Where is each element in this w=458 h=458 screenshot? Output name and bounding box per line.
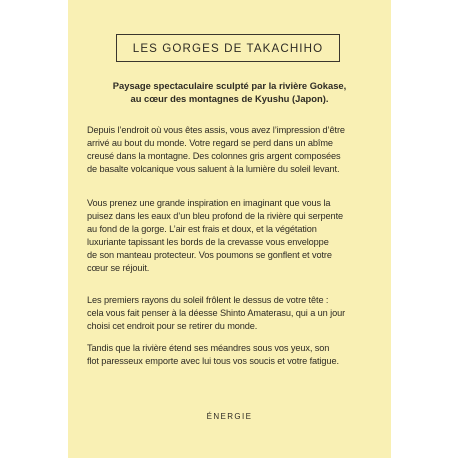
paragraph-line: de basalte volcanique vous saluent à la lumière du soleil levant. (87, 163, 340, 174)
paragraph-line: cela vous fait penser à la déesse Shinto Amaterasu, qui a un jour (87, 307, 346, 318)
paragraph-line: de son manteau protecteur. Vos poumons se gonflent et votre (87, 249, 332, 260)
paragraph-2 (87, 197, 377, 274)
paragraph-line: Les premiers rayons du soleil frôlent le dessus de votre tête : (87, 295, 329, 305)
paragraph-1 (87, 124, 377, 176)
title-box (116, 34, 340, 62)
paragraph-line: Vous prenez une grande inspiration en imaginant que vous la (87, 198, 331, 208)
paragraph-line: Depuis l’endroit où vous êtes assis, vous avez l’impression d’être (87, 125, 345, 135)
card (68, 0, 391, 458)
paragraph-line: creusé dans la montagne. Des colonnes gris argent composées (87, 150, 341, 161)
paragraph-line: puisez dans les eaux d’un bleu profond de la rivière qui serpente (87, 210, 344, 221)
card-subtitle (74, 79, 385, 105)
paragraph-line: arrivé au bout du monde. Votre regard se perd dans un abîme (87, 137, 333, 148)
paragraph-line: choisi cet endroit pour se retirer du monde. (87, 320, 258, 331)
subtitle-line: Paysage spectaculaire sculpté par la rivière Gokase, (112, 80, 347, 91)
paragraph-3 (87, 294, 377, 333)
paragraph-line: luxuriante tapissant les bords de la crevasse vous enveloppe (87, 236, 329, 247)
paragraph-line: flot paresseux emporte avec lui tous vos soucis et votre fatigue. (87, 355, 339, 366)
paragraph-line: cœur se réjouit. (87, 262, 150, 273)
subtitle-line: au cœur des montagnes de Kyushu (Japon). (130, 93, 329, 104)
paragraph-4 (87, 342, 377, 368)
card-title: LES GORGES DE TAKACHIHO (132, 41, 324, 55)
paragraph-line: Tandis que la rivière étend ses méandres sous vos yeux, son (87, 343, 330, 353)
paragraph-line: au fond de la gorge. L’air est frais et doux, et la végétation (87, 223, 317, 234)
card-footer: ÉNERGIE (206, 412, 253, 421)
